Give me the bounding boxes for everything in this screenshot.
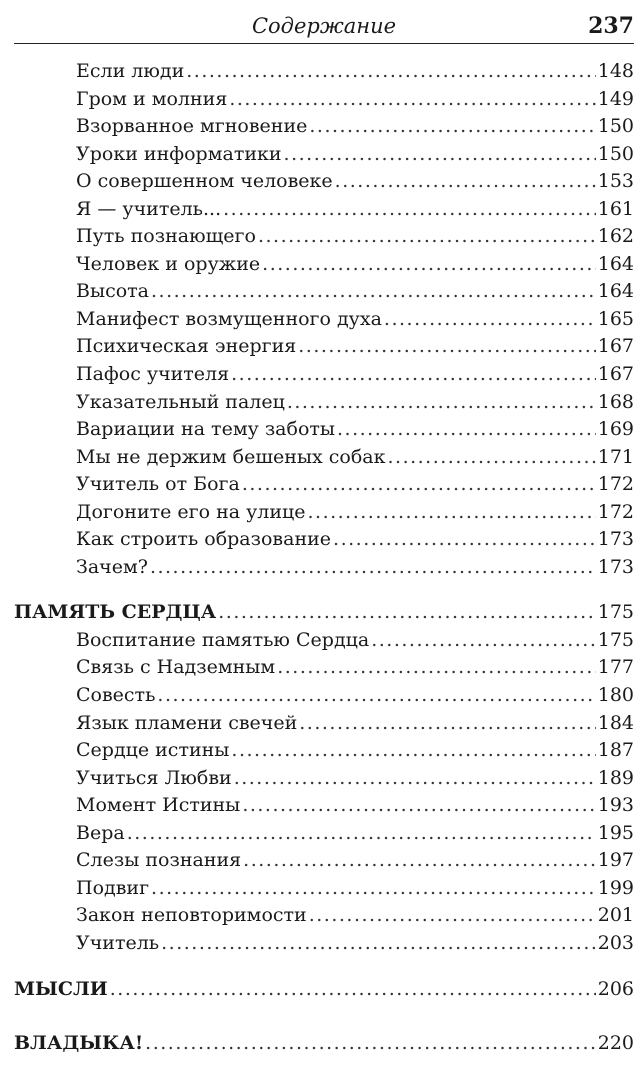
- section-spacer: [0, 1003, 644, 1030]
- toc-entry: [76, 141, 634, 169]
- toc-entry-title: Как строить образование: [76, 528, 332, 551]
- toc-entry: [76, 627, 634, 655]
- toc-entry-title: Если люди: [76, 60, 185, 82]
- toc-entry-title: Указательный палец: [76, 390, 285, 413]
- dot-leader: [231, 737, 595, 765]
- toc-entry-page: 173: [597, 555, 634, 578]
- toc-entry-title: Взорванное мгновение: [76, 115, 308, 138]
- toc-entry-page: 150: [597, 115, 634, 138]
- toc-entry: [76, 223, 634, 251]
- toc-entry-title: Слезы познания: [76, 849, 242, 872]
- toc-section-page: 206: [597, 977, 634, 1000]
- toc-entry: [76, 278, 634, 306]
- toc-entry-title: Учиться Любви: [76, 766, 232, 789]
- toc-entry-title: Манифест возмущенного духа: [76, 307, 382, 330]
- dot-leader: [309, 113, 595, 141]
- toc-entry: [76, 389, 634, 417]
- toc-entry: [76, 654, 634, 682]
- dot-leader: [384, 306, 596, 334]
- toc-entry-page: 195: [597, 821, 634, 844]
- toc-entry-title: Подвиг: [76, 876, 150, 899]
- toc-entry-page: 193: [597, 794, 634, 817]
- toc-entry-title: Язык пламени свечей: [76, 711, 298, 734]
- toc-section-heading: [14, 976, 634, 1004]
- toc-entry: [76, 792, 634, 820]
- toc-section-title: ПАМЯТЬ СЕРДЦА: [14, 601, 217, 624]
- dot-leader: [150, 554, 596, 582]
- dot-leader: [333, 526, 596, 554]
- toc-entry-title: Мы не держим бешеных собак: [76, 445, 386, 468]
- toc-entry-page: 197: [597, 849, 634, 872]
- dot-leader: [277, 654, 596, 682]
- toc-entry-title: О совершенном человеке: [76, 170, 333, 193]
- toc-entry-title: Я — учитель...: [76, 197, 222, 220]
- toc-entry: [76, 86, 634, 114]
- dot-leader: [287, 389, 596, 417]
- toc-entry-title: Зачем?: [76, 555, 148, 578]
- dot-leader: [127, 820, 596, 848]
- toc-entry: [76, 930, 634, 958]
- toc-entry: [76, 554, 634, 582]
- toc-entry-title: Сердце истины: [76, 739, 230, 762]
- running-head: [14, 10, 634, 44]
- toc-entry-page: 148: [597, 60, 634, 82]
- toc-entry: [76, 306, 634, 334]
- dot-leader: [258, 223, 596, 251]
- toc-entry-page: 164: [597, 280, 634, 303]
- dot-leader: [234, 765, 596, 793]
- toc-entry-title: Психическая энергия: [76, 335, 297, 358]
- toc-entry-page: 175: [597, 628, 634, 651]
- toc-section-heading: [14, 599, 634, 627]
- dot-leader: [218, 599, 595, 627]
- dot-leader: [242, 792, 595, 820]
- toc-entry-title: Связь с Надземным: [76, 656, 276, 679]
- toc-entry-title: Момент Истины: [76, 794, 241, 817]
- toc-entry: [76, 444, 634, 472]
- dot-leader: [145, 1030, 596, 1058]
- toc-entry-page: 187: [597, 739, 634, 762]
- toc-entry-title: Воспитание памятью Сердца: [76, 628, 370, 651]
- toc-entry-page: 167: [597, 335, 634, 358]
- toc-section-title: МЫСЛИ: [14, 977, 108, 1000]
- table-of-contents: [0, 58, 644, 1058]
- toc-section-page: 220: [597, 1032, 634, 1055]
- toc-entry-page: 172: [597, 500, 634, 523]
- dot-leader: [151, 278, 596, 306]
- toc-entry-page: 161: [597, 197, 634, 220]
- toc-entry-page: 169: [597, 418, 634, 441]
- toc-entry: [76, 251, 634, 279]
- dot-leader: [387, 444, 595, 472]
- toc-entry-title: Вера: [76, 821, 125, 844]
- toc-entry-page: 149: [597, 87, 634, 110]
- toc-entry-page: 172: [597, 473, 634, 496]
- dot-leader: [157, 682, 595, 710]
- dot-leader: [243, 847, 596, 875]
- toc-entry-page: 165: [597, 307, 634, 330]
- toc-entry-page: 199: [597, 876, 634, 899]
- toc-entry: [76, 113, 634, 141]
- section-spacer: [0, 581, 644, 599]
- toc-entry: [76, 361, 634, 389]
- toc-entry-page: 164: [597, 252, 634, 275]
- page-number: 237: [588, 13, 634, 39]
- toc-entry: [76, 168, 634, 196]
- toc-entry-title: Человек и оружие: [76, 252, 261, 275]
- toc-entry-title: Совесть: [76, 684, 156, 707]
- toc-entry-page: 177: [597, 656, 634, 679]
- toc-entry-title: Гром и молния: [76, 87, 228, 110]
- toc-entry: [76, 765, 634, 793]
- toc-entry-page: 184: [597, 711, 634, 734]
- dot-leader: [151, 875, 596, 903]
- toc-entry: [76, 58, 634, 86]
- toc-entry-title: Уроки информатики: [76, 142, 282, 165]
- toc-entry-page: 162: [597, 225, 634, 248]
- toc-entry-page: 189: [597, 766, 634, 789]
- toc-entry: [76, 471, 634, 499]
- dot-leader: [335, 168, 596, 196]
- toc-section-page: 175: [597, 601, 634, 624]
- dot-leader: [229, 86, 595, 114]
- toc-entry-title: Учитель: [76, 931, 160, 954]
- dot-leader: [161, 930, 596, 958]
- toc-entry-title: Закон неповторимости: [76, 904, 307, 927]
- toc-section-heading: [14, 1030, 634, 1058]
- toc-entry-page: 203: [597, 931, 634, 954]
- toc-entry: [76, 737, 634, 765]
- toc-entry-page: 150: [597, 142, 634, 165]
- toc-entry-page: 167: [597, 363, 634, 386]
- toc-entry-title: Пафос учителя: [76, 363, 230, 386]
- toc-entry: [76, 710, 634, 738]
- dot-leader: [231, 361, 596, 389]
- toc-entry-page: 180: [597, 684, 634, 707]
- dot-leader: [309, 902, 596, 930]
- toc-entry-page: 201: [597, 904, 634, 927]
- toc-entry-title: Высота: [76, 280, 150, 303]
- toc-entry-title: Путь познающего: [76, 225, 256, 248]
- toc-entry-title: Догоните его на улице: [76, 500, 306, 523]
- dot-leader: [223, 196, 596, 224]
- toc-entry-title: Вариации на тему заботы: [76, 418, 336, 441]
- toc-entry: [76, 499, 634, 527]
- dot-leader: [242, 471, 596, 499]
- dot-leader: [186, 58, 595, 86]
- dot-leader: [337, 416, 596, 444]
- dot-leader: [284, 141, 596, 169]
- toc-entry-page: 173: [597, 528, 634, 551]
- toc-entry: [76, 196, 634, 224]
- toc-entry-title: Учитель от Бога: [76, 473, 240, 496]
- toc-entry: [76, 333, 634, 361]
- toc-entry: [76, 682, 634, 710]
- toc-entry-page: 168: [597, 390, 634, 413]
- dot-leader: [298, 333, 595, 361]
- dot-leader: [307, 499, 595, 527]
- toc-entry-page: 171: [597, 445, 634, 468]
- toc-entry: [76, 902, 634, 930]
- dot-leader: [299, 710, 595, 738]
- section-spacer: [0, 958, 644, 976]
- dot-leader: [262, 251, 596, 279]
- dot-leader: [371, 627, 596, 655]
- dot-leader: [110, 976, 596, 1004]
- toc-entry: [76, 820, 634, 848]
- toc-entry: [76, 875, 634, 903]
- toc-entry-page: 153: [597, 170, 634, 193]
- toc-entry: [76, 416, 634, 444]
- toc-entry: [76, 847, 634, 875]
- toc-entry: [76, 526, 634, 554]
- running-head-title: Содержание: [251, 14, 397, 38]
- toc-section-title: ВЛАДЫКА!: [14, 1032, 144, 1055]
